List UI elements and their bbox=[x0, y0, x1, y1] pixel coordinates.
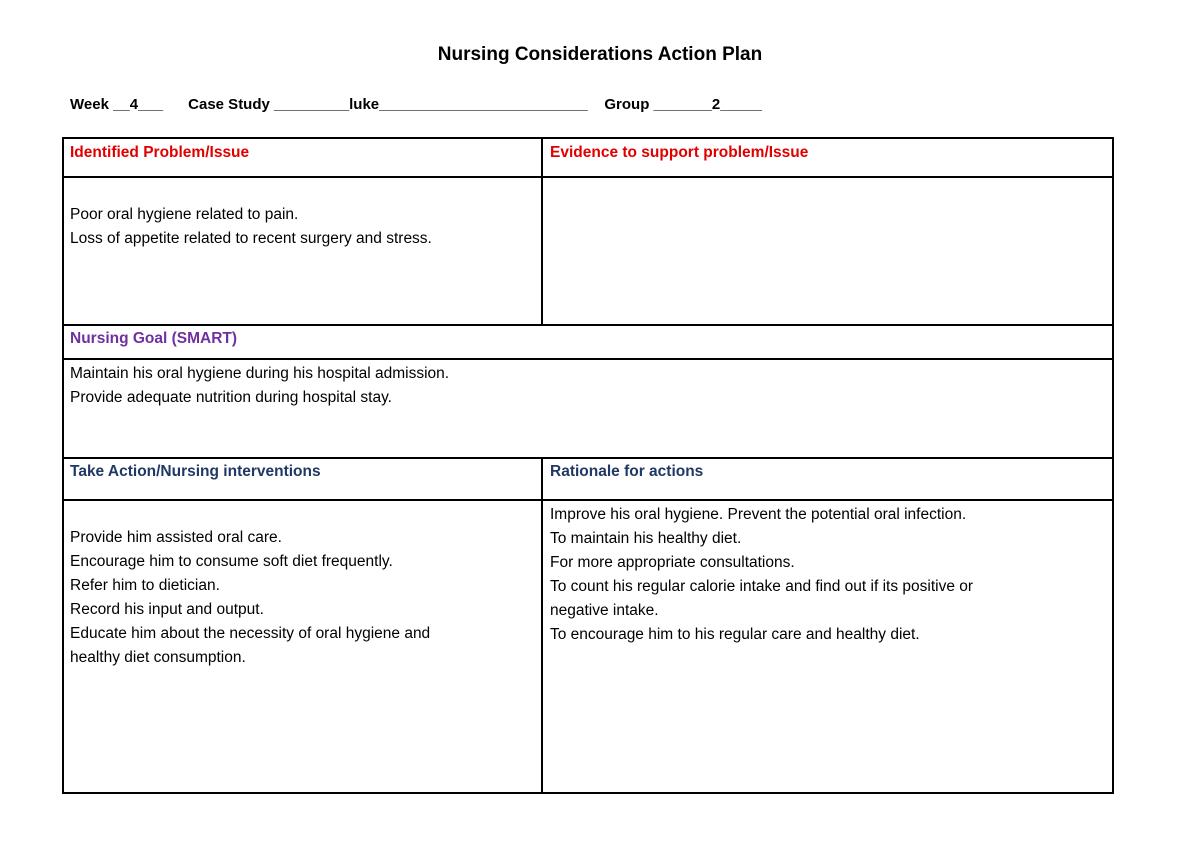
rationale-line: negative intake. bbox=[550, 602, 659, 619]
column-divider bbox=[541, 137, 543, 326]
header-gap bbox=[163, 96, 188, 113]
group-label: Group _______ bbox=[604, 96, 712, 113]
row-divider bbox=[62, 499, 1114, 501]
problem-cell bbox=[70, 203, 535, 251]
case-study-label: Case Study _________ bbox=[188, 96, 350, 113]
header-fields bbox=[70, 96, 762, 113]
rationale-cell bbox=[550, 503, 1105, 647]
rationale-line: For more appropriate consultations. bbox=[550, 554, 795, 571]
table-border-right bbox=[1112, 137, 1114, 794]
problem-header: Identified Problem/Issue bbox=[70, 144, 250, 161]
rationale-line: Improve his oral hygiene. Prevent the potential oral infection. bbox=[550, 506, 967, 523]
actions-header: Take Action/Nursing interventions bbox=[70, 463, 321, 480]
action-line: Refer him to dietician. bbox=[70, 577, 220, 594]
action-line: Encourage him to consume soft diet frequently. bbox=[70, 553, 393, 570]
group-value: 2 bbox=[711, 96, 721, 113]
actions-cell bbox=[70, 526, 535, 670]
rationale-header: Rationale for actions bbox=[550, 463, 704, 480]
goal-line: Provide adequate nutrition during hospital stay. bbox=[70, 389, 392, 406]
action-line: Provide him assisted oral care. bbox=[70, 529, 282, 546]
table-border-bottom bbox=[62, 792, 1114, 794]
action-line: Record his input and output. bbox=[70, 601, 264, 618]
table-border-top bbox=[62, 137, 1114, 139]
week-trail: ___ bbox=[138, 96, 164, 113]
week-value: 4 bbox=[129, 96, 139, 113]
header-gap bbox=[588, 96, 605, 113]
goal-line: Maintain his oral hygiene during his hospital admission. bbox=[70, 365, 450, 382]
action-line: Educate him about the necessity of oral hygiene and bbox=[70, 625, 431, 642]
case-study-value: luke bbox=[349, 96, 380, 113]
row-divider bbox=[62, 358, 1114, 360]
group-trail: _____ bbox=[720, 96, 762, 113]
table-border-left bbox=[62, 137, 64, 794]
row-divider bbox=[62, 324, 1114, 326]
column-divider bbox=[541, 457, 543, 794]
rationale-line: To count his regular calorie intake and find out if its positive or bbox=[550, 578, 974, 595]
rationale-line: To encourage him to his regular care and healthy diet. bbox=[550, 626, 920, 643]
rationale-line: To maintain his healthy diet. bbox=[550, 530, 742, 547]
page-title: Nursing Considerations Action Plan bbox=[437, 44, 763, 65]
action-line: healthy diet consumption. bbox=[70, 649, 246, 666]
goal-header: Nursing Goal (SMART) bbox=[70, 330, 238, 347]
row-divider bbox=[62, 457, 1114, 459]
row-divider bbox=[62, 176, 1114, 178]
evidence-header: Evidence to support problem/Issue bbox=[550, 144, 809, 161]
week-label: Week __ bbox=[70, 96, 130, 113]
goal-cell bbox=[70, 362, 1105, 410]
problem-line: Loss of appetite related to recent surgery and stress. bbox=[70, 230, 432, 247]
problem-line: Poor oral hygiene related to pain. bbox=[70, 206, 299, 223]
case-study-trail: _________________________ bbox=[379, 96, 588, 113]
